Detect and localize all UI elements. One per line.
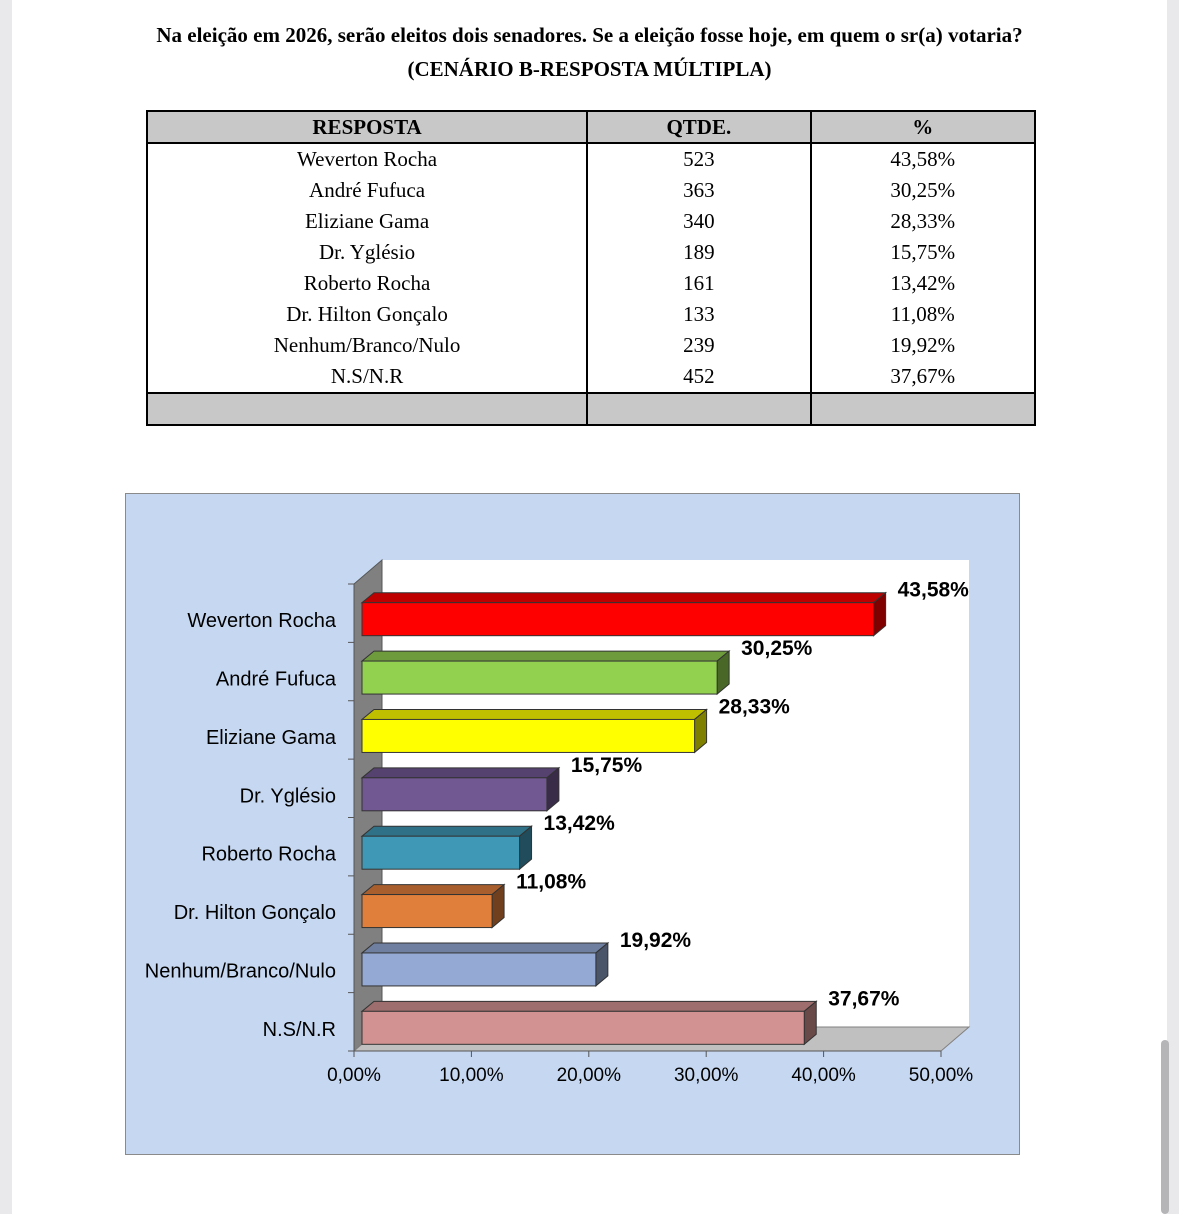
bar <box>362 895 492 928</box>
bar-top-face <box>362 885 504 895</box>
cell-resposta: N.S/N.R <box>147 361 587 393</box>
category-label: Dr. Hilton Gonçalo <box>173 902 336 925</box>
header-resposta: RESPOSTA <box>147 111 587 143</box>
question-line-1: Na eleição em 2026, serão eleitos dois senadores. Se a eleição fosse hoje, em quem o sr(a) votaria? <box>156 23 1023 47</box>
footer-cell <box>811 393 1035 425</box>
bar <box>362 1011 804 1044</box>
table-row <box>147 268 1035 299</box>
cell-resposta: Dr. Yglésio <box>147 237 587 268</box>
data-label: 37,67% <box>828 987 900 1011</box>
cell-percent: 43,58% <box>811 143 1035 175</box>
data-label: 11,08% <box>516 870 587 894</box>
bar-top-face <box>362 593 886 603</box>
header-qtde: QTDE. <box>587 111 810 143</box>
bar <box>362 603 874 636</box>
table-footer-row <box>147 393 1035 425</box>
category-label: N.S/N.R <box>262 1018 336 1041</box>
cell-qtde: 133 <box>587 299 810 330</box>
table-row <box>147 175 1035 206</box>
bar <box>362 719 695 752</box>
table-body <box>147 143 1035 425</box>
category-label: Dr. Yglésio <box>239 785 336 808</box>
cell-resposta: Nenhum/Branco/Nulo <box>147 330 587 361</box>
bar-chart <box>125 493 1020 1155</box>
x-tick-label: 30,00% <box>673 1065 739 1086</box>
cell-resposta: Roberto Rocha <box>147 268 587 299</box>
cell-percent: 37,67% <box>811 361 1035 393</box>
bar-top-face <box>362 943 608 953</box>
results-table <box>146 110 1036 426</box>
bar <box>362 778 547 811</box>
table-row <box>147 361 1035 393</box>
footer-cell <box>147 393 587 425</box>
table-row <box>147 330 1035 361</box>
data-label: 30,25% <box>741 637 813 661</box>
category-label: Nenhum/Branco/Nulo <box>144 960 336 983</box>
table-row <box>147 299 1035 330</box>
cell-percent: 30,25% <box>811 175 1035 206</box>
cell-percent: 28,33% <box>811 206 1035 237</box>
cell-resposta: Weverton Rocha <box>147 143 587 175</box>
cell-percent: 11,08% <box>811 299 1035 330</box>
data-label: 13,42% <box>543 812 615 836</box>
bar <box>362 953 596 986</box>
header-percent: % <box>811 111 1035 143</box>
scrollbar-thumb[interactable] <box>1161 1040 1169 1214</box>
category-label: Roberto Rocha <box>201 843 336 866</box>
cell-qtde: 340 <box>587 206 810 237</box>
bar-top-face <box>362 1001 816 1011</box>
x-tick-label: 50,00% <box>908 1065 974 1086</box>
data-label: 19,92% <box>619 928 692 952</box>
category-label: Eliziane Gama <box>205 726 336 749</box>
category-label: André Fufuca <box>215 668 336 691</box>
data-label: 43,58% <box>897 578 969 602</box>
cell-percent: 15,75% <box>811 237 1035 268</box>
x-tick-label: 20,00% <box>556 1065 622 1086</box>
table-row <box>147 237 1035 268</box>
x-tick-label: 40,00% <box>791 1065 856 1086</box>
data-label: 15,75% <box>570 753 643 777</box>
bar-chart-svg <box>126 494 1019 1154</box>
bar-top-face <box>362 826 532 836</box>
cell-resposta: Dr. Hilton Gonçalo <box>147 299 587 330</box>
cell-percent: 13,42% <box>811 268 1035 299</box>
cell-qtde: 189 <box>587 237 810 268</box>
cell-percent: 19,92% <box>811 330 1035 361</box>
cell-qtde: 523 <box>587 143 810 175</box>
bar-top-face <box>362 768 559 778</box>
bar-top-face <box>362 651 729 661</box>
table-row <box>147 206 1035 237</box>
cell-qtde: 363 <box>587 175 810 206</box>
bar <box>362 836 520 869</box>
cell-qtde: 239 <box>587 330 810 361</box>
cell-qtde: 452 <box>587 361 810 393</box>
bar <box>362 661 717 694</box>
x-tick-label: 0,00% <box>327 1065 381 1086</box>
data-label: 28,33% <box>718 695 790 719</box>
footer-cell <box>587 393 810 425</box>
table-header-row <box>147 111 1035 143</box>
bar-top-face <box>362 709 707 719</box>
table-row <box>147 143 1035 175</box>
x-tick-label: 10,00% <box>439 1065 504 1086</box>
question-title <box>0 18 1179 86</box>
category-label: Weverton Rocha <box>187 610 336 633</box>
cell-qtde: 161 <box>587 268 810 299</box>
question-line-2: (CENÁRIO B-RESPOSTA MÚLTIPLA) <box>407 57 772 81</box>
cell-resposta: André Fufuca <box>147 175 587 206</box>
cell-resposta: Eliziane Gama <box>147 206 587 237</box>
